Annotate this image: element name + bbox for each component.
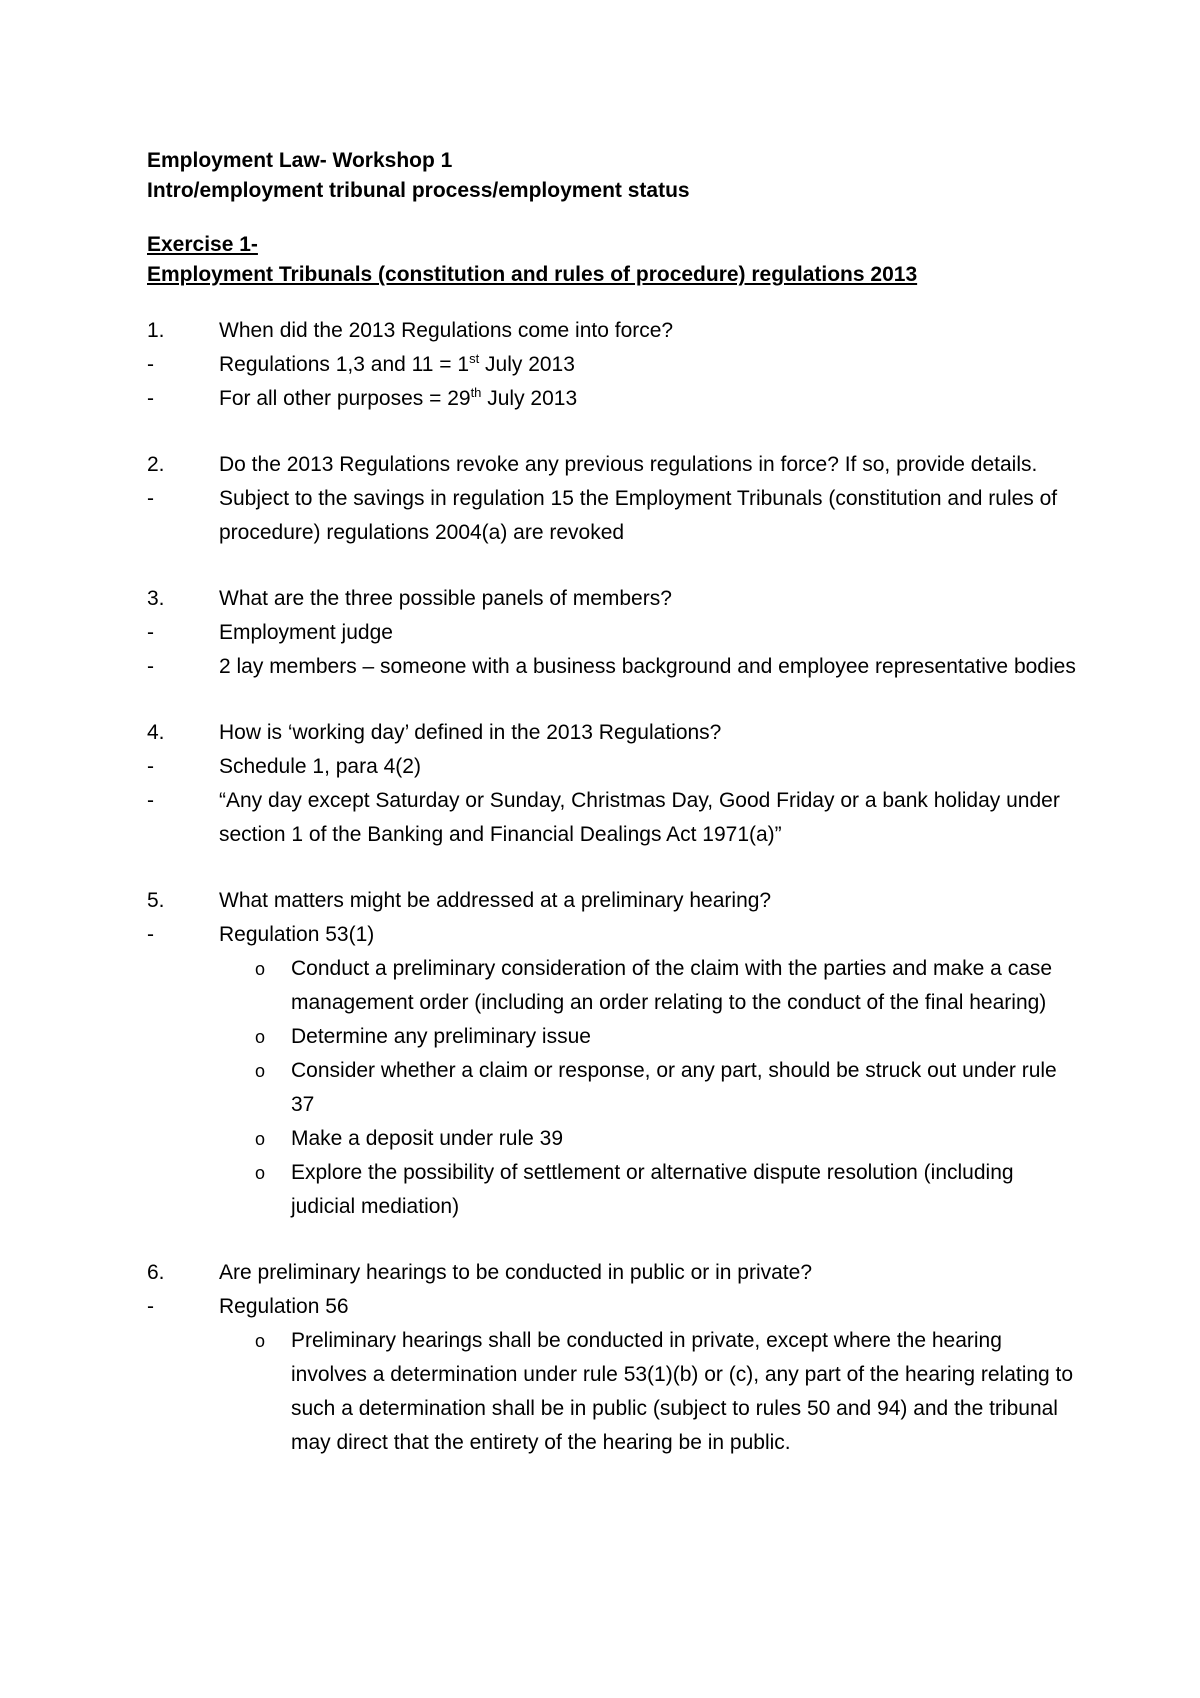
circle-marker: o [255, 959, 266, 979]
answer-item [147, 348, 1077, 382]
sub-answer-item [147, 1324, 1077, 1460]
question-number: 4. [147, 721, 165, 744]
dash-marker: - [147, 789, 154, 812]
circle-marker: o [255, 1027, 266, 1047]
question-text: When did the 2013 Regulations come into force? [219, 319, 674, 342]
circle-marker: o [255, 1129, 266, 1149]
question-2 [147, 448, 1077, 482]
document-subtitle: Intro/employment tribunal process/employment status [147, 179, 690, 202]
sub-answer-text: Explore the possibility of settlement or alternative dispute resolution (including judicial mediation) [291, 1161, 1014, 1218]
question-number: 6. [147, 1261, 165, 1284]
answer-item [147, 784, 1077, 852]
question-5 [147, 884, 1077, 918]
question-number: 5. [147, 889, 165, 912]
answer-item [147, 750, 1077, 784]
sub-answer-text: Consider whether a claim or response, or any part, should be struck out under rule 37 [291, 1059, 1057, 1116]
dash-marker: - [147, 755, 154, 778]
question-text: Do the 2013 Regulations revoke any previous regulations in force? If so, provide details. [219, 453, 1038, 476]
sub-answer-item [147, 1054, 1077, 1122]
exercise-label: Exercise 1- [147, 233, 258, 256]
circle-marker: o [255, 1163, 266, 1183]
sub-answer-text: Determine any preliminary issue [291, 1025, 591, 1048]
answer-item [147, 482, 1077, 550]
document-title: Employment Law- Workshop 1 [147, 149, 453, 172]
question-text: What are the three possible panels of members? [219, 587, 672, 610]
exercise-subtitle: Employment Tribunals (constitution and rules of procedure) regulations 2013 [147, 263, 918, 286]
question-text: What matters might be addressed at a preliminary hearing? [219, 889, 772, 912]
sub-answer-item [147, 1122, 1077, 1156]
answer-text: 2 lay members – someone with a business background and employee representative bodies [219, 655, 1076, 678]
answer-text: Regulation 56 [219, 1295, 349, 1318]
answer-text: “Any day except Saturday or Sunday, Christmas Day, Good Friday or a bank holiday under section 1 of the Banking and Financial Dealings Act 1971(a)” [219, 789, 1060, 846]
dash-marker: - [147, 621, 154, 644]
question-number: 1. [147, 319, 165, 342]
question-number: 3. [147, 587, 165, 610]
answer-item [147, 650, 1077, 684]
circle-marker: o [255, 1061, 266, 1081]
dash-marker: - [147, 1295, 154, 1318]
answer-text: Regulations 1,3 and 11 = 1st July 2013 [219, 351, 575, 376]
dash-marker: - [147, 387, 154, 410]
question-1 [147, 314, 1077, 348]
sub-answer-text: Make a deposit under rule 39 [291, 1127, 564, 1150]
sub-answer-text: Preliminary hearings shall be conducted in private, except where the hearing involves a determination under rule 53(1)(b) or (c), any part of the hearing relating to such a determination shall be in public (subject to rules 50 and 94) and the tribunal may direct that the entirety of the hearing be in public. [291, 1329, 1074, 1454]
question-6 [147, 1256, 1077, 1290]
dash-marker: - [147, 655, 154, 678]
question-text: Are preliminary hearings to be conducted in public or in private? [219, 1261, 812, 1284]
answer-item [147, 1290, 1077, 1324]
question-text: How is ‘working day’ defined in the 2013 Regulations? [219, 721, 722, 744]
answer-item [147, 616, 1077, 650]
answer-text: Employment judge [219, 621, 393, 644]
dash-marker: - [147, 353, 154, 376]
answer-text: Schedule 1, para 4(2) [219, 755, 421, 778]
answer-item [147, 918, 1077, 952]
sub-answer-text: Conduct a preliminary consideration of the claim with the parties and make a case management order (including an order relating to the conduct of the final hearing) [291, 957, 1053, 1014]
sub-answer-item [147, 952, 1077, 1020]
circle-marker: o [255, 1331, 266, 1351]
sub-answer-item [147, 1020, 1077, 1054]
question-number: 2. [147, 453, 165, 476]
sub-answer-item [147, 1156, 1077, 1224]
answer-item [147, 382, 1077, 416]
question-4 [147, 716, 1077, 750]
answer-text: For all other purposes = 29th July 2013 [219, 385, 578, 410]
answer-text: Regulation 53(1) [219, 923, 375, 946]
dash-marker: - [147, 487, 154, 510]
question-3 [147, 582, 1077, 616]
answer-text: Subject to the savings in regulation 15 the Employment Tribunals (constitution and rules of procedure) regulations 2004(a) are revoked [219, 487, 1058, 544]
document-content [147, 146, 1077, 1460]
dash-marker: - [147, 923, 154, 946]
